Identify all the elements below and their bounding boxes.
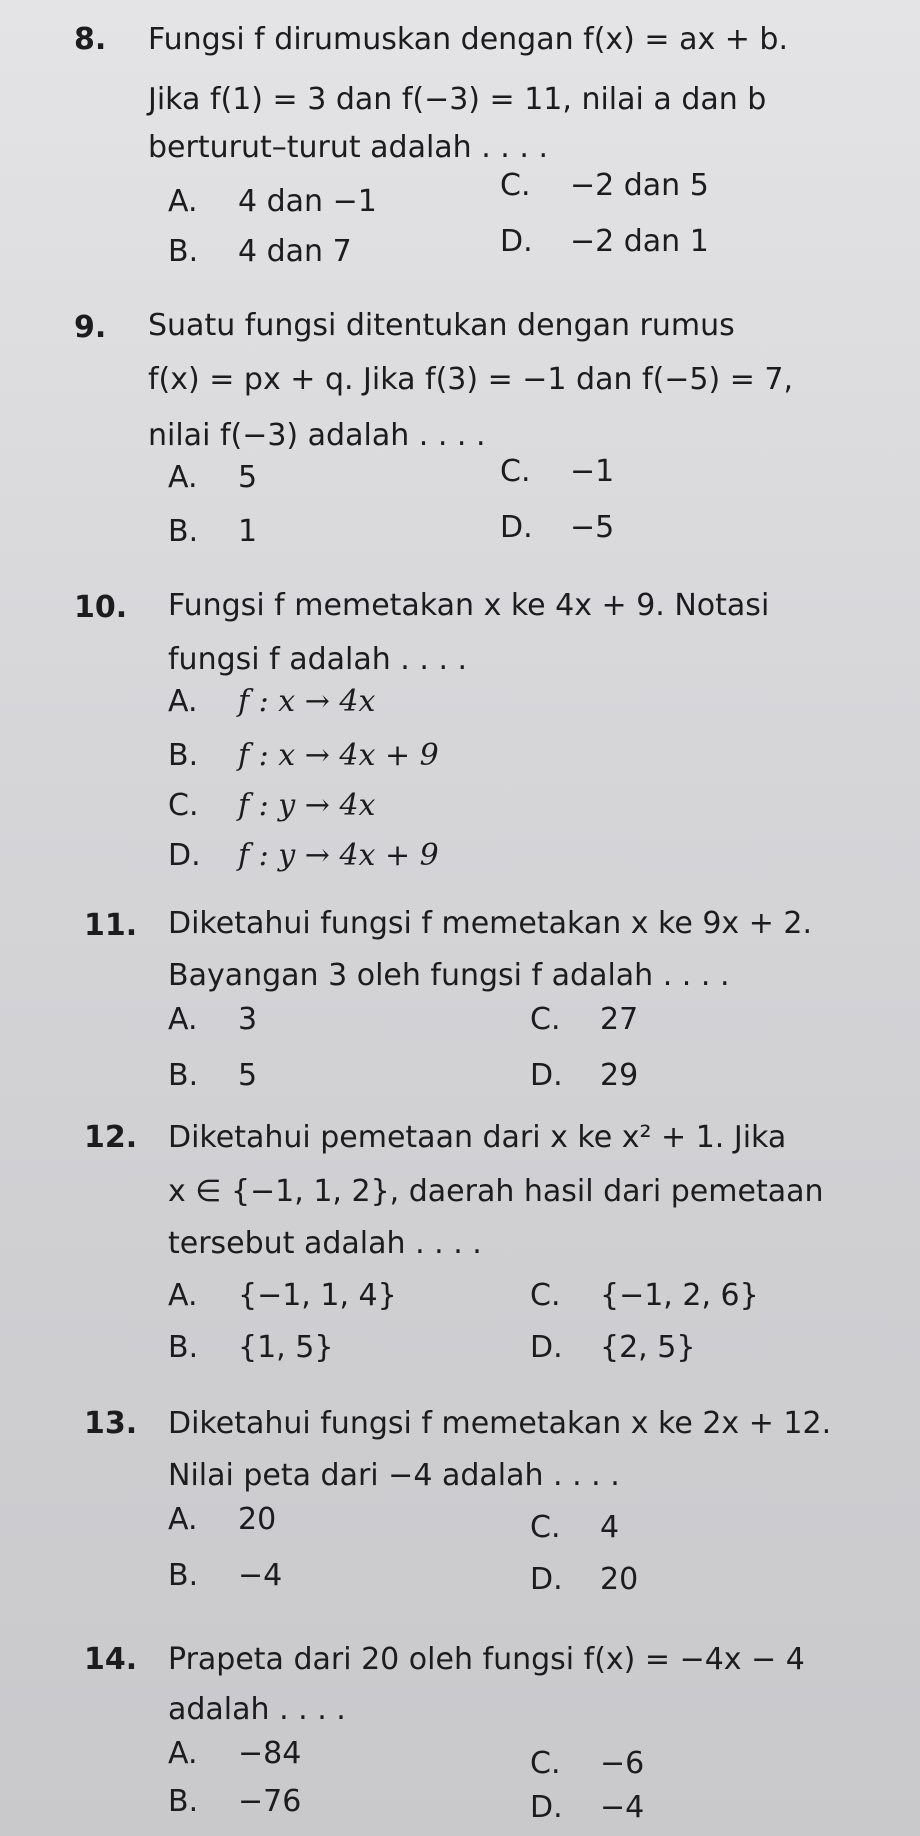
option-b: B. 4 dan 7: [168, 234, 352, 269]
question-number: 10.: [74, 590, 128, 625]
question-text-line: Bayangan 3 oleh fungsi f adalah . . . .: [168, 958, 730, 993]
option-c: C. −6: [530, 1746, 645, 1781]
option-a: A. f : x → 4x: [168, 684, 376, 719]
question-text-line: adalah . . . .: [168, 1692, 346, 1727]
option-b: B. 1: [168, 514, 258, 549]
question-text-line: fungsi f adalah . . . .: [168, 642, 468, 677]
question-text-line: Prapeta dari 20 oleh fungsi f(x) = −4x − 4: [168, 1642, 805, 1677]
option-b: B. −4: [168, 1558, 283, 1593]
option-d: D. 20: [530, 1562, 639, 1597]
option-d: D. −5: [500, 510, 615, 545]
question-number: 8.: [74, 22, 107, 57]
question-number: 14.: [84, 1642, 138, 1677]
option-a: A. 3: [168, 1002, 258, 1037]
question-number: 13.: [84, 1406, 138, 1441]
option-a: A. −84: [168, 1736, 302, 1771]
question-text-line: Fungsi f dirumuskan dengan f(x) = ax + b.: [148, 22, 789, 57]
option-a: A. 20: [168, 1502, 277, 1537]
option-d: D. −2 dan 1: [500, 224, 709, 259]
option-d: D. {2, 5}: [530, 1330, 696, 1365]
question-text-line: Diketahui fungsi f memetakan x ke 2x + 12.: [168, 1406, 832, 1441]
option-b: B. f : x → 4x + 9: [168, 738, 439, 773]
option-c: C. f : y → 4x: [168, 788, 376, 823]
option-d: D. −4: [530, 1790, 645, 1825]
option-c: C. 27: [530, 1002, 639, 1037]
question-text-line: berturut–turut adalah . . . .: [148, 130, 548, 165]
option-d: D. 29: [530, 1058, 639, 1093]
option-b: B. −76: [168, 1784, 302, 1819]
question-text-line: Jika f(1) = 3 dan f(−3) = 11, nilai a dan b: [148, 82, 767, 117]
option-c: C. −2 dan 5: [500, 168, 709, 203]
option-a: A. {−1, 1, 4}: [168, 1278, 397, 1313]
option-b: B. {1, 5}: [168, 1330, 334, 1365]
question-number: 9.: [74, 310, 107, 345]
question-text-line: Fungsi f memetakan x ke 4x + 9. Notasi: [168, 588, 770, 623]
option-d: D. f : y → 4x + 9: [168, 838, 439, 873]
option-b: B. 5: [168, 1058, 258, 1093]
question-text-line: x ∈ {−1, 1, 2}, daerah hasil dari pemetaan: [168, 1174, 824, 1209]
question-number: 11.: [84, 908, 138, 943]
question-text-line: Nilai peta dari −4 adalah . . . .: [168, 1458, 620, 1493]
question-text-line: f(x) = px + q. Jika f(3) = −1 dan f(−5) = 7,: [148, 362, 794, 397]
question-text-line: nilai f(−3) adalah . . . .: [148, 418, 486, 453]
question-text-line: Suatu fungsi ditentukan dengan rumus: [148, 308, 735, 343]
option-c: C. 4: [530, 1510, 620, 1545]
option-c: C. −1: [500, 454, 615, 489]
option-c: C. {−1, 2, 6}: [530, 1278, 759, 1313]
question-text-line: Diketahui fungsi f memetakan x ke 9x + 2.: [168, 906, 813, 941]
question-text-line: Diketahui pemetaan dari x ke x² + 1. Jika: [168, 1120, 787, 1155]
option-a: A. 4 dan −1: [168, 184, 377, 219]
question-number: 12.: [84, 1120, 138, 1155]
option-a: A. 5: [168, 460, 258, 495]
question-text-line: tersebut adalah . . . .: [168, 1226, 482, 1261]
